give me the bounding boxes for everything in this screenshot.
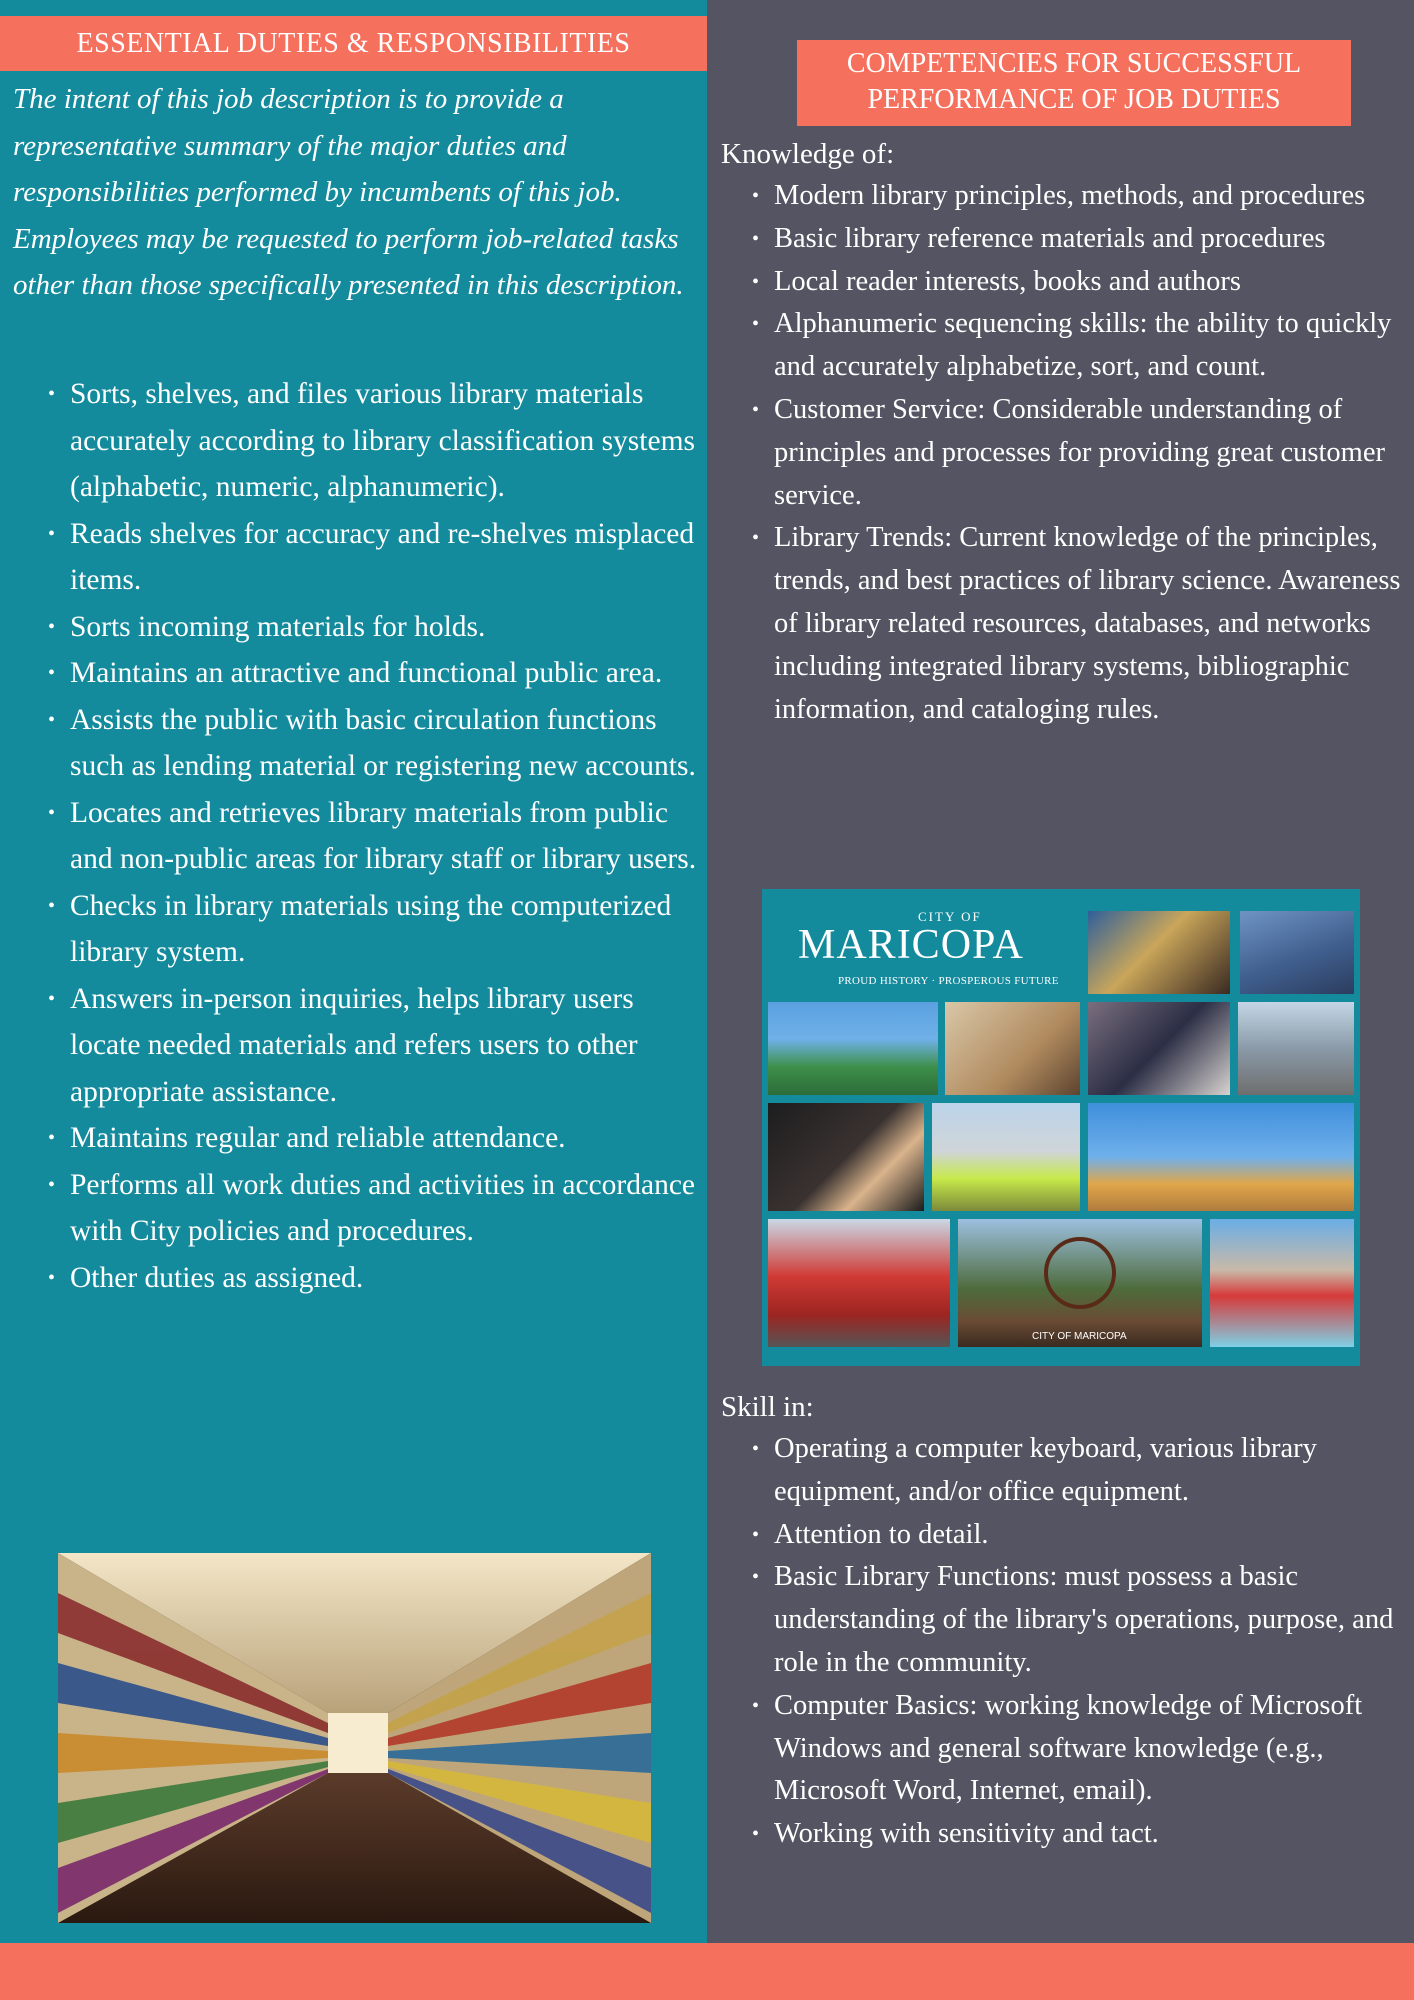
list-item: • Maintains regular and reliable attendance. <box>70 1115 700 1162</box>
footer-bar <box>0 1943 1414 2000</box>
list-item: • Customer Service: Considerable understanding of principles and processes for providing great customer service. <box>774 389 1414 517</box>
photo-employee-desk <box>768 1103 924 1211</box>
duties-heading: ESSENTIAL DUTIES & RESPONSIBILITIES <box>0 16 707 71</box>
list-item: • Local reader interests, books and authors <box>774 261 1414 304</box>
list-item: • Locates and retrieves library materials from public and non-public areas for library staff or library users. <box>70 790 700 883</box>
library-stacks-photo <box>58 1553 651 1923</box>
photo-groundskeeper <box>768 1002 938 1095</box>
list-item: • Performs all work duties and activities in accordance with City policies and procedures. <box>70 1162 700 1255</box>
list-item: • Operating a computer keyboard, various library equipment, and/or office equipment. <box>774 1428 1404 1514</box>
list-item: • Working with sensitivity and tact. <box>774 1813 1404 1856</box>
list-item: • Checks in library materials using the computerized library system. <box>70 883 700 976</box>
list-item: • Basic Library Functions: must possess a basic understanding of the library's operations, purpose, and role in the community. <box>774 1556 1404 1684</box>
photo-employee-portrait <box>945 1002 1080 1095</box>
list-item: • Library Trends: Current knowledge of the principles, trends, and best practices of library science. Awareness of library related resources, databases, and networks including integrated library systems, bibliographic information, and cataloging rules. <box>774 517 1414 731</box>
photo-fire-truck <box>768 1219 950 1347</box>
logo-tagline: PROUD HISTORY · PROSPEROUS FUTURE <box>838 975 1059 987</box>
list-item: • Sorts, shelves, and files various library materials accurately according to library classification systems (alphabetic, numeric, alphanumeric). <box>70 371 700 511</box>
library-aisle-illustration <box>58 1553 651 1923</box>
sign-m-icon <box>1044 1237 1116 1309</box>
photo-city-sign <box>958 1219 1202 1347</box>
logo-name-text: MARICOPA <box>798 922 1024 968</box>
intro-paragraph: The intent of this job description is to provide a representative summary of the major duties and responsibilities performed by incumbents of this job. Employees may be requested to perform job-related tasks other than those specifically presented in this description. <box>13 83 684 301</box>
knowledge-list <box>774 175 1414 731</box>
city-photo-collage <box>762 889 1360 1366</box>
competencies-heading: COMPETENCIES FOR SUCCESSFUL PERFORMANCE OF JOB DUTIES <box>797 40 1351 126</box>
photo-worker-safety-vest <box>932 1103 1080 1211</box>
list-item: • Basic library reference materials and procedures <box>774 218 1414 261</box>
photo-event-staff <box>1238 1002 1354 1095</box>
knowledge-label: Knowledge of: <box>721 138 895 170</box>
skill-label: Skill in: <box>721 1391 814 1423</box>
list-item: • Sorts incoming materials for holds. <box>70 604 700 651</box>
city-logo <box>772 903 1072 999</box>
photo-lifeguards <box>1210 1219 1354 1347</box>
list-item: • Alphanumeric sequencing skills: the ability to quickly and accurately alphabetize, sort, and count. <box>774 303 1414 389</box>
list-item: • Other duties as assigned. <box>70 1255 700 1302</box>
photo-police-desk <box>1088 1002 1230 1095</box>
list-item: • Attention to detail. <box>774 1514 1404 1557</box>
duties-list <box>70 371 700 1301</box>
list-item: • Assists the public with basic circulation functions such as lending material or registering new accounts. <box>70 697 700 790</box>
sign-text: CITY OF MARICOPA <box>1032 1331 1127 1342</box>
list-item: • Answers in-person inquiries, helps library users locate needed materials and refers users to other appropriate assistance. <box>70 976 700 1116</box>
logo-city-text: CITY OF <box>918 909 982 924</box>
photo-employee-phone <box>1240 911 1354 994</box>
photo-employee-office <box>1088 911 1230 994</box>
skill-list <box>774 1428 1404 1856</box>
list-item: • Modern library principles, methods, and procedures <box>774 175 1414 218</box>
photo-construction-crew <box>1088 1103 1354 1211</box>
list-item: • Reads shelves for accuracy and re-shelves misplaced items. <box>70 511 700 604</box>
list-item: • Computer Basics: working knowledge of Microsoft Windows and general software knowledge (e.g., Microsoft Word, Internet, email). <box>774 1685 1404 1813</box>
list-item: • Maintains an attractive and functional public area. <box>70 650 700 697</box>
